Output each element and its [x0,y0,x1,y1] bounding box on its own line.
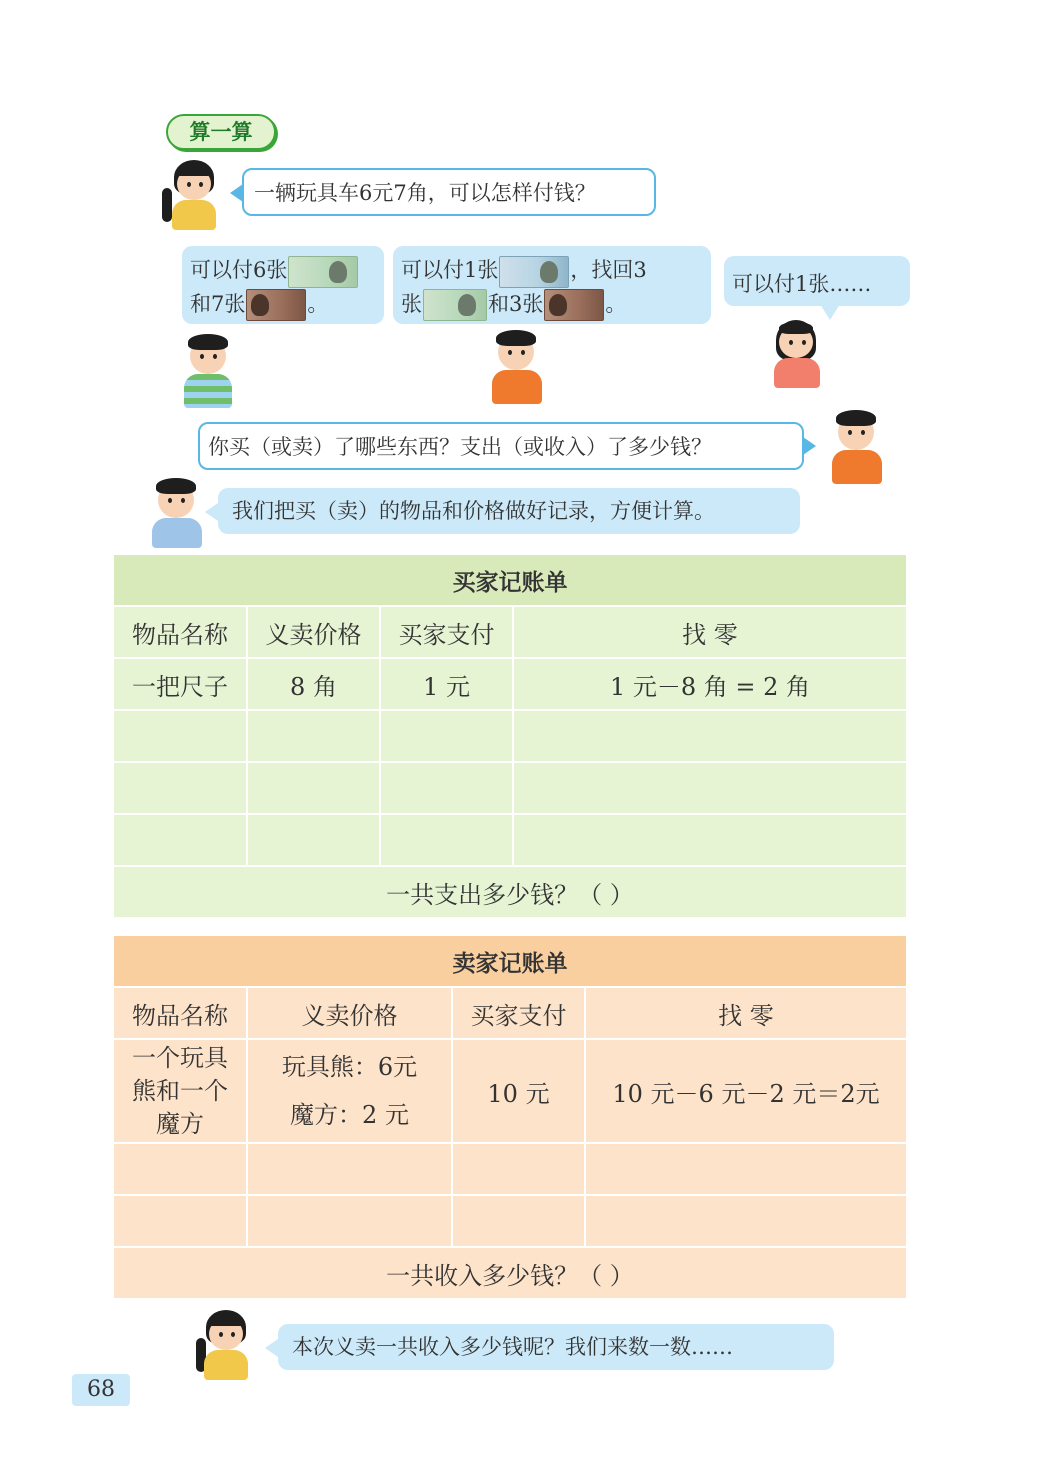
question-text: 一辆玩具车6元7角，可以怎样付钱？ [254,181,596,205]
paid-cell: 10 元 [452,1039,585,1143]
column-header: 买家支付 [380,606,513,658]
answer-3-text: 可以付1张…… [732,272,872,296]
empty-cell[interactable] [247,1195,452,1247]
bubble-tail [820,304,840,320]
buyer-ledger-table [112,553,908,919]
table-row [113,1195,907,1247]
one-jiao-note-icon [246,289,306,321]
empty-cell[interactable] [247,1143,452,1195]
answer-bubble-1 [182,246,384,324]
price-cell [247,1039,452,1143]
table-row [113,1039,907,1143]
empty-cell[interactable] [247,814,380,866]
empty-cell[interactable] [380,710,513,762]
empty-cell[interactable] [380,814,513,866]
column-header: 找 零 [513,606,907,658]
answer-bubble-2 [393,246,711,324]
item-name-cell [113,1039,247,1143]
boy-illustration [486,330,548,406]
answer-2-line1: 可以付1张 [401,258,499,282]
one-jiao-note-icon [544,289,604,321]
one-yuan-note-icon [423,289,487,321]
page-number: 68 [72,1374,130,1406]
answer-2-period: 。 [605,291,627,316]
answer-1-period: 。 [307,291,329,316]
price-line: 玩具熊：6元 [281,1053,418,1081]
table-cell: 1 元－8 角 = 2 角 [513,658,907,710]
buyer-table-title: 买家记账单 [113,554,907,606]
five-yuan-note-icon [288,256,358,288]
empty-cell[interactable] [452,1143,585,1195]
ten-yuan-note-icon [499,256,569,288]
boy-illustration [826,410,888,486]
bubble-tail [265,1339,278,1357]
answer-bubble-3 [724,256,910,306]
empty-cell[interactable] [380,762,513,814]
seller-table-title: 卖家记账单 [113,935,907,987]
change-cell: 10 元－6 元－2 元＝2元 [585,1039,907,1143]
empty-cell[interactable] [113,762,247,814]
question-bubble [242,168,656,216]
column-header: 义卖价格 [247,987,452,1039]
boy-illustration [180,334,246,410]
empty-cell[interactable] [113,814,247,866]
item-line: 一个玩具 [132,1043,228,1072]
girl-illustration [192,1310,260,1380]
table-row [113,814,907,866]
record-bubble [218,488,800,534]
answer-1-line1: 可以付6张 [190,258,288,282]
bubble-tail [803,437,816,455]
bottom-bubble [278,1324,834,1370]
empty-cell[interactable] [452,1195,585,1247]
empty-cell[interactable] [513,762,907,814]
record-text: 我们把买（卖）的物品和价格做好记录，方便计算。 [232,499,715,523]
table-cell: 8 角 [247,658,380,710]
empty-cell[interactable] [513,710,907,762]
table-row [113,1143,907,1195]
bubble-tail [205,503,218,521]
buyer-total-question[interactable]: 一共支出多少钱？（ ） [113,866,907,918]
column-header: 找 零 [585,987,907,1039]
seller-total-question[interactable]: 一共收入多少钱？（ ） [113,1247,907,1299]
empty-cell[interactable] [113,710,247,762]
bottom-bubble-text: 本次义卖一共收入多少钱呢？我们来数一数…… [292,1335,733,1359]
table-cell: 1 元 [380,658,513,710]
seller-ledger-table [112,934,908,1300]
section-tag: 算一算 [166,114,276,150]
empty-cell[interactable] [247,710,380,762]
table-row [113,658,907,710]
bubble-tail [230,184,243,202]
item-line: 魔方 [156,1109,204,1138]
prompt-text: 你买（或卖）了哪些东西？支出（或收入）了多少钱？ [208,435,712,459]
empty-cell[interactable] [113,1143,247,1195]
table-row [113,762,907,814]
item-line: 熊和一个 [132,1076,228,1105]
price-line: 魔方：2 元 [290,1101,409,1129]
boy-illustration [148,478,210,548]
table-row [113,710,907,762]
girl-illustration [160,160,228,230]
prompt-bubble [198,422,804,470]
empty-cell[interactable] [247,762,380,814]
empty-cell[interactable] [585,1195,907,1247]
answer-2-line2: 张 [401,291,422,316]
answer-1-line2: 和7张 [190,291,246,316]
column-header: 买家支付 [452,987,585,1039]
empty-cell[interactable] [585,1143,907,1195]
column-header: 物品名称 [113,606,247,658]
table-cell: 一把尺子 [113,658,247,710]
column-header: 义卖价格 [247,606,380,658]
answer-2-and: 和3张 [488,291,544,316]
empty-cell[interactable] [513,814,907,866]
column-header: 物品名称 [113,987,247,1039]
empty-cell[interactable] [113,1195,247,1247]
girl-illustration [764,320,826,390]
answer-2-change: ，找回3 [570,258,647,282]
